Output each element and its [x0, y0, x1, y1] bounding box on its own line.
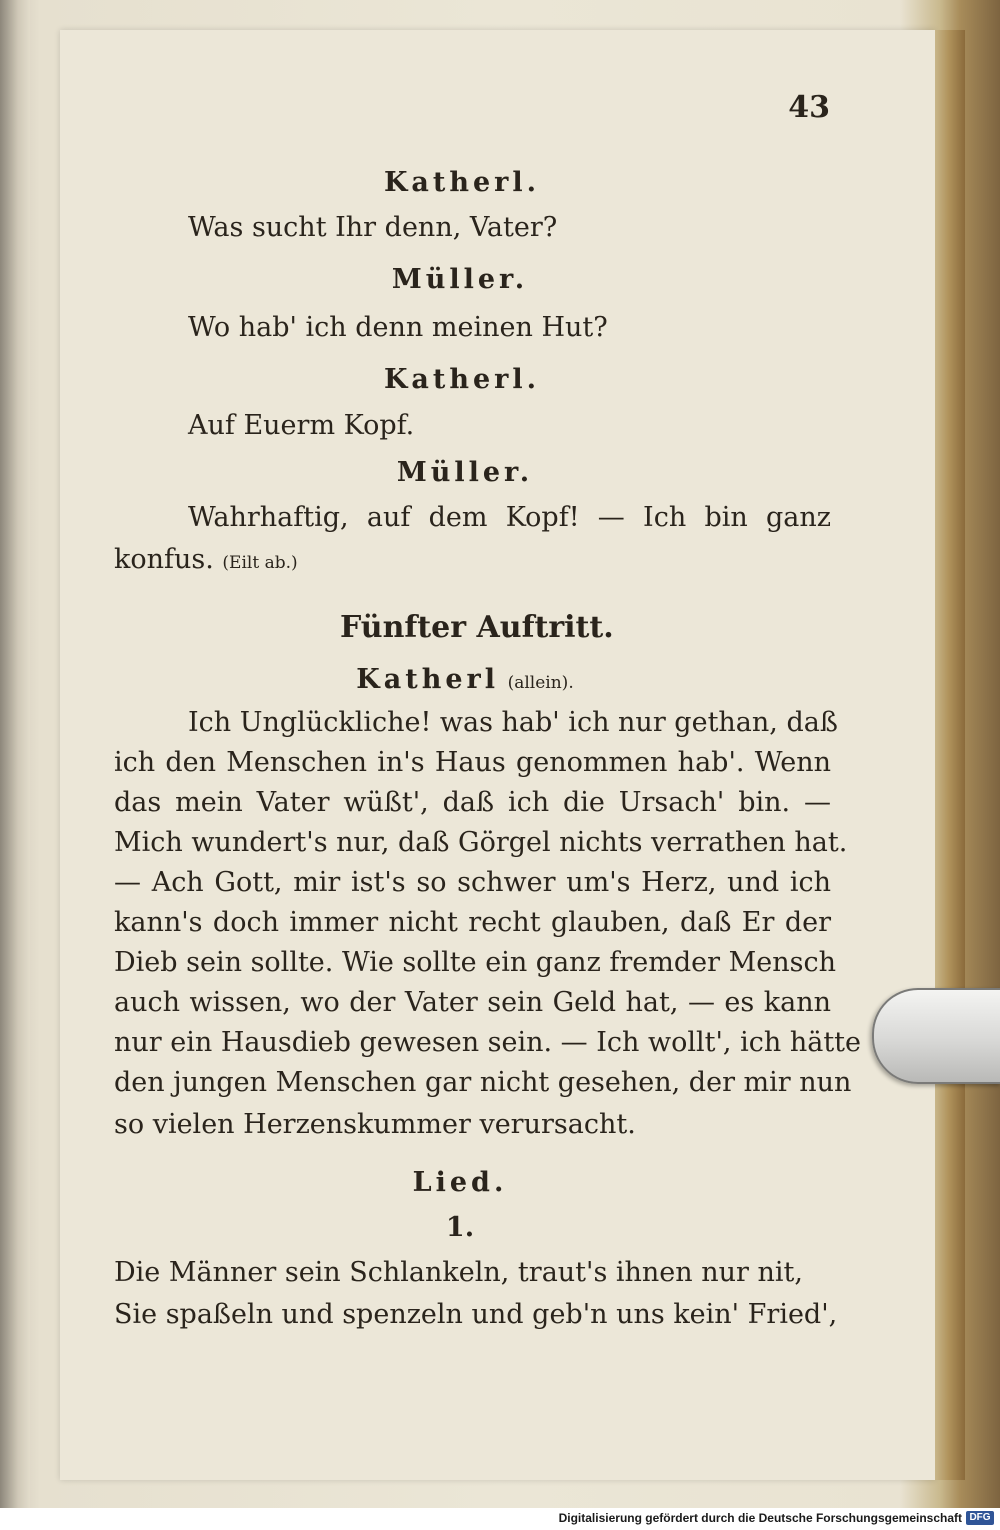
stage-direction: (allein).	[507, 673, 574, 693]
text-line: — Ach Gott, mir ist's so schwer um's Herz, und ich	[114, 867, 831, 898]
text-line: Mich wundert's nur, daß Görgel nichts verrathen hat.	[114, 827, 848, 858]
page-clip	[872, 988, 1000, 1084]
scene-heading: Fünfter Auftritt.	[340, 610, 614, 645]
text-line: das mein Vater wüßt', daß ich die Ursach' bin. —	[114, 787, 831, 818]
text-line: kann's doch immer nicht recht glauben, daß Er der	[114, 907, 831, 938]
footer-credit: Digitalisierung gefördert durch die Deutsche Forschungsgemeinschaft	[558, 1511, 962, 1525]
text-word: konfus.	[114, 544, 214, 575]
verse-line: Sie spaßeln und spenzeln und geb'n uns kein' Fried',	[114, 1299, 838, 1330]
text-line: Was sucht Ihr denn, Vater?	[188, 212, 558, 243]
text-line: Wahrhaftig, auf dem Kopf! — Ich bin ganz	[188, 502, 831, 533]
text-line: Auf Euerm Kopf.	[188, 410, 415, 441]
page-number: 43	[788, 90, 830, 125]
speaker-mueller-1: Müller.	[391, 264, 529, 295]
song-heading: Lied.	[412, 1167, 508, 1198]
speaker-name: Katherl	[356, 664, 499, 695]
previous-page-edge	[0, 0, 30, 1508]
text-line	[114, 542, 298, 581]
speaker-katherl-3	[340, 662, 590, 701]
speaker-katherl-1: Katherl.	[383, 167, 541, 198]
verse-line: Die Männer sein Schlankeln, traut's ihnen nur nit,	[114, 1257, 803, 1288]
text-line: Wo hab' ich denn meinen Hut?	[188, 312, 608, 343]
text-line: so vielen Herzenskummer verursacht.	[114, 1109, 636, 1140]
text-line: nur ein Hausdieb gewesen sein. — Ich wollt', ich hätte	[114, 1027, 861, 1058]
page-edge-right	[935, 30, 965, 1480]
speaker-katherl-2: Katherl.	[383, 364, 541, 395]
text-line: den jungen Menschen gar nicht gesehen, der mir nun	[114, 1067, 852, 1098]
text-line: Dieb sein sollte. Wie sollte ein ganz fremder Mensch	[114, 947, 836, 978]
text-line: Ich Unglückliche! was hab' ich nur gethan, daß	[188, 707, 838, 738]
text-line: auch wissen, wo der Vater sein Geld hat, — es kann	[114, 987, 831, 1018]
verse-number: 1.	[445, 1212, 475, 1243]
dfg-logo: DFG	[966, 1511, 994, 1525]
stage-direction: (Eilt ab.)	[222, 553, 298, 573]
text-line: ich den Menschen in's Haus genommen hab'. Wenn	[114, 747, 831, 778]
speaker-mueller-2: Müller.	[396, 457, 534, 488]
